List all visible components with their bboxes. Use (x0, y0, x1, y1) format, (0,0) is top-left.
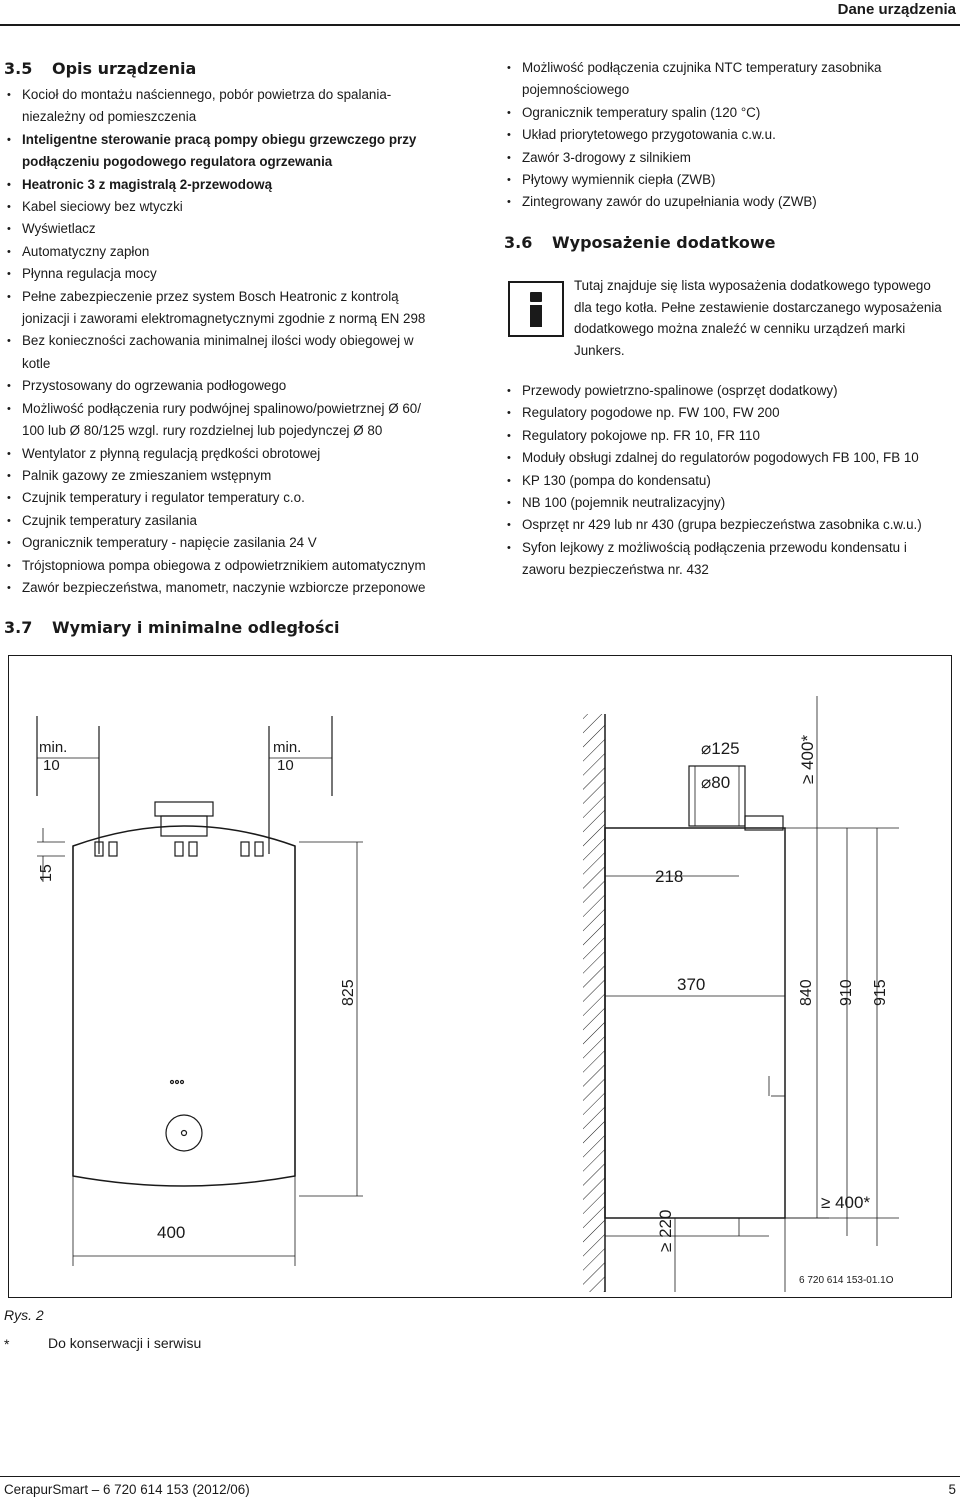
list-item: • Ogranicznik temperatury spalin (120 °C) (504, 102, 954, 124)
section-heading-3-5 (4, 59, 196, 79)
figure-caption: Rys. 2 (4, 1307, 44, 1323)
page-header (0, 0, 960, 26)
list-item: • Możliwość podłączenia czujnika NTC temperatury zasobnika pojemnościowego (504, 57, 954, 102)
list-item: • Regulatory pokojowe np. FR 10, FR 110 (504, 425, 954, 447)
list-item: • Kocioł do montażu naściennego, pobór powietrza do spalania- niezależny od pomieszczenia (4, 84, 474, 129)
header-rule (0, 24, 960, 26)
front-min-left: min. (39, 739, 68, 756)
list-item: • Przystosowany do ogrzewania podłogowego (4, 375, 474, 397)
list-item: • Wentylator z płynną regulacją prędkości obrotowej (4, 443, 474, 465)
feature-list (4, 84, 474, 599)
list-item: • Zintegrowany zawór do uzupełniania wody (ZWB) (504, 191, 954, 213)
side-dim-840: 840 (798, 979, 815, 1006)
section-number: 3.6 (504, 233, 533, 252)
side-dim-370: 370 (677, 975, 706, 994)
section-number: 3.5 (4, 59, 33, 78)
accessories-list (504, 380, 954, 582)
list-item: • Płynna regulacja mocy (4, 263, 474, 285)
side-dim-218: 218 (655, 867, 684, 886)
side-dim-400-bottom: ≥ 400* (821, 1193, 871, 1212)
section-number: 3.7 (4, 618, 33, 637)
list-item: • Kabel sieciowy bez wtyczki (4, 196, 474, 218)
front-dim-825: 825 (340, 979, 357, 1006)
info-icon (508, 281, 564, 337)
front-dim-400: 400 (157, 1223, 186, 1242)
list-item: • Bez konieczności zachowania minimalnej ilości wody obiegowej w kotle (4, 330, 474, 375)
list-item: • NB 100 (pojemnik neutralizacyjny) (504, 492, 954, 514)
list-item: • Inteligentne sterowanie pracą pompy obiegu grzewczego przy podłączeniu pogodowego regulatora ogrzewania (4, 129, 474, 174)
header-title: Dane urządzenia (837, 1, 956, 18)
side-dim-915: 915 (872, 979, 889, 1006)
list-item: • Pełne zabezpieczenie przez system Bosch Heatronic z kontrolą jonizacji i zaworami elektromagnetycznymi zgodnie z normą EN 298 (4, 286, 474, 331)
info-text: Tutaj znajduje się lista wyposażenia dodatkowego typowego dla tego kotła. Pełne zestawienie dostarczanego wyposażenia dodatkowego można znaleźć w cenniku urządzeń marki Junkers. (574, 278, 942, 358)
side-dim-400-top: ≥ 400* (798, 734, 817, 784)
front-dim-15: 15 (38, 864, 55, 882)
drawing-svg (9, 656, 950, 1296)
footnote-mark: * (4, 1336, 10, 1352)
side-dia-125: ⌀125 (701, 739, 740, 758)
footer-doc-id: CerapurSmart – 6 720 614 153 (2012/06) (4, 1482, 250, 1497)
list-item: • Wyświetlacz (4, 218, 474, 240)
list-item: • Heatronic 3 z magistralą 2-przewodową (4, 174, 474, 196)
footnote-text: Do konserwacji i serwisu (48, 1335, 202, 1351)
list-item: • Palnik gazowy ze zmieszaniem wstępnym (4, 465, 474, 487)
page-footer (0, 1476, 960, 1502)
list-item: • Automatyczny zapłon (4, 241, 474, 263)
list-item: • Zawór 3-drogowy z silnikiem (504, 147, 954, 169)
list-item: • Moduły obsługi zdalnej do regulatorów pogodowych FB 100, FB 10 (504, 447, 954, 469)
list-item: • Czujnik temperatury i regulator temperatury c.o. (4, 487, 474, 509)
list-item: • Syfon lejkowy z możliwością podłączenia przewodu kondensatu i zaworu bezpieczeństwa nr. 432 (504, 537, 954, 582)
section-title: Wyposażenie dodatkowe (552, 233, 776, 252)
list-item: • Trójstopniowa pompa obiegowa z odpowietrznikiem automatycznym (4, 555, 474, 577)
section-title: Wymiary i minimalne odległości (52, 618, 340, 637)
list-item: • Czujnik temperatury zasilania (4, 510, 474, 532)
section-heading-3-6 (504, 233, 775, 253)
front-min-right: min. (273, 739, 302, 756)
list-item: • Regulatory pogodowe np. FW 100, FW 200 (504, 402, 954, 424)
list-item: • Możliwość podłączenia rury podwójnej spalinowo/powietrznej Ø 60/ 100 lub Ø 80/125 wzgl. rury rozdzielnej lub pojedynczej Ø 80 (4, 398, 474, 443)
footer-rule (0, 1476, 960, 1477)
side-dim-220: ≥ 220 (656, 1209, 675, 1252)
side-dim-910: 910 (838, 979, 855, 1006)
section-heading-3-7 (4, 618, 339, 638)
list-item: • Układ priorytetowego przygotowania c.w.u. (504, 124, 954, 146)
info-note (504, 271, 944, 361)
list-item: • Przewody powietrzno-spalinowe (osprzęt dodatkowy) (504, 380, 954, 402)
list-item: • KP 130 (pompa do kondensatu) (504, 470, 954, 492)
front-min-right-val: 10 (277, 757, 294, 774)
section-title: Opis urządzenia (52, 59, 197, 78)
side-dia-80: ⌀80 (701, 773, 731, 792)
list-item: • Ogranicznik temperatury - napięcie zasilania 24 V (4, 532, 474, 554)
page-number: 5 (948, 1482, 956, 1497)
feature-list-continued (504, 57, 954, 214)
list-item: • Zawór bezpieczeństwa, manometr, naczynie wzbiorcze przeponowe (4, 577, 474, 599)
list-item: • Płytowy wymiennik ciepła (ZWB) (504, 169, 954, 191)
front-min-left-val: 10 (43, 757, 60, 774)
list-item: • Osprzęt nr 429 lub nr 430 (grupa bezpieczeństwa zasobnika c.w.u.) (504, 514, 954, 536)
front-view (37, 716, 363, 1266)
dimension-drawing (8, 655, 952, 1298)
drawing-code: 6 720 614 153-01.1O (799, 1275, 894, 1286)
